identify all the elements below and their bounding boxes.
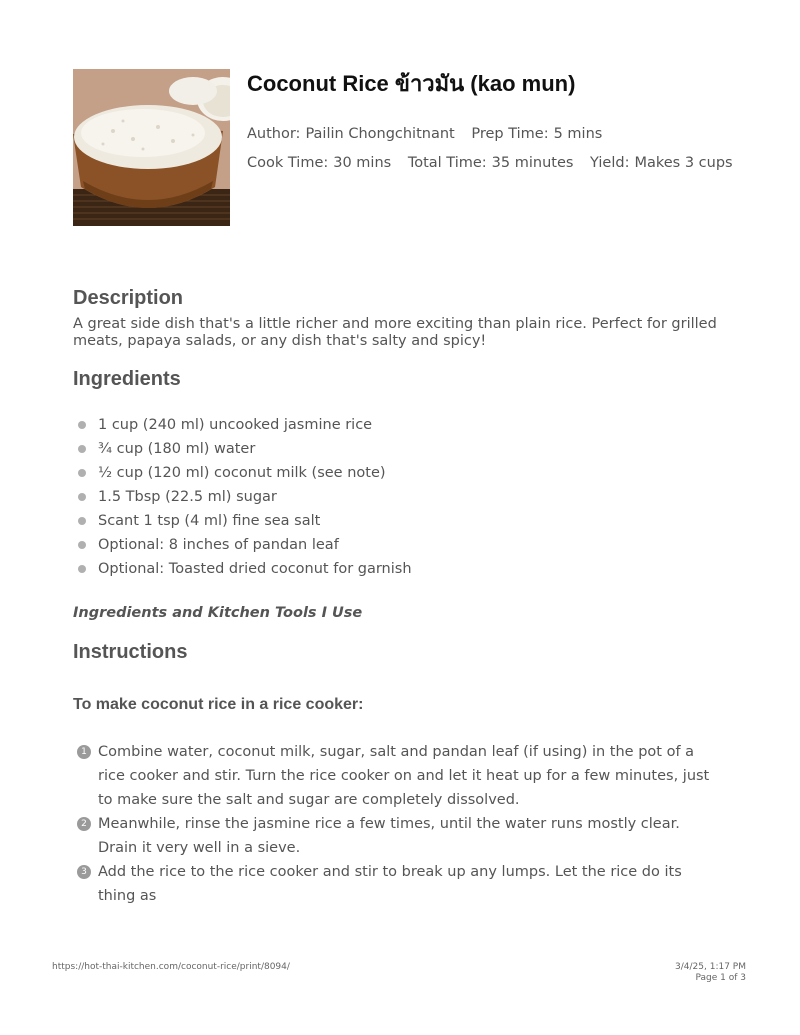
author-value: Pailin Chongchitnant	[305, 126, 455, 142]
ingredient-item	[73, 557, 412, 581]
bullet-icon	[78, 445, 86, 453]
total-time-meta	[408, 155, 574, 171]
bullet-icon	[78, 469, 86, 477]
bullet-icon	[78, 421, 86, 429]
ingredient-item	[73, 485, 412, 509]
recipe-meta-row-2	[247, 155, 745, 171]
instruction-step	[73, 860, 723, 908]
bullet-icon	[78, 493, 86, 501]
ingredient-item	[73, 437, 412, 461]
step-text: Add the rice to the rice cooker and stir to break up any lumps. Let the rice do its thing as	[98, 864, 682, 904]
description-text: A great side dish that's a little richer and more exciting than plain rice. Perfect for grilled meats, papaya salads, or any dish that's salty and spicy!	[73, 316, 717, 349]
total-time-value: 35 minutes	[491, 155, 574, 171]
yield-value: Makes 3 cups	[634, 155, 733, 171]
description-heading: Description	[73, 287, 184, 309]
ingredient-text: Optional: Toasted dried coconut for garnish	[98, 561, 412, 577]
ingredient-text: Scant 1 tsp (4 ml) fine sea salt	[98, 513, 321, 529]
prep-time-label: Prep Time:	[471, 126, 549, 142]
cook-time-value: 30 mins	[333, 155, 392, 171]
ingredient-text: Optional: 8 inches of pandan leaf	[98, 537, 339, 553]
footer-info	[675, 962, 746, 984]
yield-meta	[590, 155, 733, 171]
ingredient-text: 1.5 Tbsp (22.5 ml) sugar	[98, 489, 277, 505]
ingredients-list	[73, 413, 412, 581]
ingredient-text: ½ cup (120 ml) coconut milk (see note)	[98, 465, 386, 481]
ingredient-item	[73, 413, 412, 437]
instruction-step	[73, 812, 723, 860]
footer-datetime: 3/4/25, 1:17 PM	[675, 962, 746, 972]
recipe-title: Coconut Rice ข้าวมัน (kao mun)	[247, 71, 576, 96]
author-label: Author:	[247, 126, 301, 142]
ingredient-item	[73, 533, 412, 557]
step-text: Meanwhile, rinse the jasmine rice a few times, until the water runs mostly clear. Drain it very well in a sieve.	[98, 816, 680, 856]
instructions-subheading: To make coconut rice in a rice cooker:	[73, 696, 364, 713]
cook-time-label: Cook Time:	[247, 155, 329, 171]
footer-page-number: Page 1 of 3	[695, 973, 746, 983]
step-number-icon: 2	[77, 817, 91, 831]
instructions-heading: Instructions	[73, 641, 188, 663]
author-meta	[247, 126, 455, 142]
coconut-rice-bowl-photo	[73, 69, 230, 226]
yield-label: Yield:	[590, 155, 630, 171]
ingredient-item	[73, 461, 412, 485]
kitchen-tools-link[interactable]: Ingredients and Kitchen Tools I Use	[73, 605, 363, 621]
total-time-label: Total Time:	[407, 155, 487, 171]
instructions-list	[73, 740, 723, 908]
step-number-icon: 3	[77, 865, 91, 879]
ingredient-text: ¾ cup (180 ml) water	[98, 441, 256, 457]
recipe-photo	[73, 69, 230, 226]
prep-time-value: 5 mins	[553, 126, 603, 142]
prep-time-meta	[471, 126, 602, 142]
bullet-icon	[78, 517, 86, 525]
footer-url: https://hot-thai-kitchen.com/coconut-rice/print/8094/	[52, 962, 290, 972]
bullet-icon	[78, 541, 86, 549]
bullet-icon	[78, 565, 86, 573]
instruction-step	[73, 740, 723, 812]
cook-time-meta	[247, 155, 391, 171]
recipe-meta-row-1	[247, 126, 614, 142]
ingredients-heading: Ingredients	[73, 368, 181, 390]
step-number-icon: 1	[77, 745, 91, 759]
step-text: Combine water, coconut milk, sugar, salt and pandan leaf (if using) in the pot of a rice cooker and stir. Turn the rice cooker on and let it heat up for a few minutes, just to make sure the salt and sugar are completely dissolved.	[98, 744, 710, 808]
ingredient-item	[73, 509, 412, 533]
ingredient-text: 1 cup (240 ml) uncooked jasmine rice	[98, 417, 373, 433]
